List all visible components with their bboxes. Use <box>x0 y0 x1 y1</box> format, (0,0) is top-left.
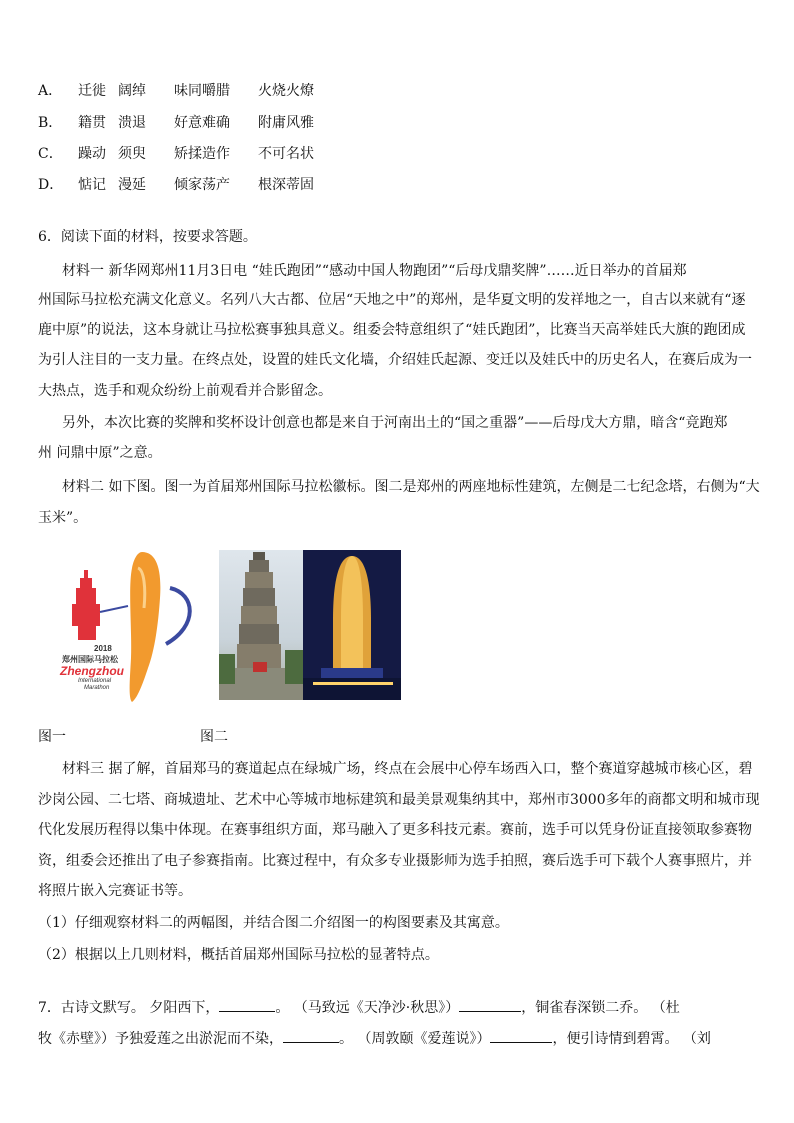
logo-en-name: Zhengzhou <box>60 664 124 678</box>
option-word: 好意难确 <box>174 115 230 131</box>
option-word: 附庸风雅 <box>258 115 314 131</box>
material-1b-line: 另外，本次比赛的奖牌和奖杯设计创意也都是来自于河南出土的“国之重器”——后母戊大方鼎，暗含“竞跑郑 <box>62 415 728 431</box>
material-2-line: 玉米”。 <box>38 510 88 526</box>
marathon-logo-icon <box>58 548 208 708</box>
material-3-line: 代化发展历程得以集中体现。在赛事组织方面，郑马融入了更多科技元素。赛前，选手可以凭身份证直接领取参赛物 <box>38 822 752 838</box>
material-3-line: 沙岗公园、二七塔、商城遗址、艺术中心等城市地标建筑和最美景观集纳其中，郑州市3000多年的商都文明和城市现 <box>38 792 760 808</box>
material-1-line: 材料一 新华网郑州11月3日电 “娃氏跑团”“感动中国人物跑团”“后母戊鼎奖牌”……近日举办的首届郑 <box>62 263 687 279</box>
tower-icon <box>219 550 303 700</box>
material-1-line: 鹿中原”的说法，这本身就让马拉松赛事独具意义。组委会特意组织了“娃氏跑团”，比赛当天高举娃氏大旗的跑团成 <box>38 322 746 338</box>
option-word: 迁徙 <box>78 83 106 99</box>
question-6-title: 6．阅读下面的材料，按要求答题。 <box>38 229 257 245</box>
answer-blank[interactable] <box>219 997 275 1012</box>
q7-text: 。 （周敦颐《爱莲说》） <box>339 1031 491 1047</box>
option-word: 火烧火燎 <box>258 83 314 99</box>
material-1b-line: 州 问鼎中原”之意。 <box>38 445 162 461</box>
sub-question-1: （1）仔细观察材料二的两幅图，并结合图二介绍图一的构图要素及其寓意。 <box>38 915 509 931</box>
answer-blank[interactable] <box>283 1028 339 1043</box>
option-word: 矫揉造作 <box>174 146 230 162</box>
material-2-line: 材料二 如下图。图一为首届郑州国际马拉松徽标。图二是郑州的两座地标性建筑，左侧是二七纪念塔，右侧为“大 <box>62 479 760 495</box>
material-1-line: 大热点，选手和观众纷纷上前观看并合影留念。 <box>38 383 332 399</box>
material-1-line: 为引人注目的一支力量。在终点处，设置的娃氏文化墙，介绍娃氏起源、变迁以及娃氏中的历史名人，在赛后成为一 <box>38 352 752 368</box>
option-word: 漫延 <box>118 177 146 193</box>
logo-year: 2018 <box>94 644 112 653</box>
logo-cn-name: 郑州国际马拉松 <box>62 655 118 664</box>
option-word: 惦记 <box>78 177 106 193</box>
option-word: 溃退 <box>118 115 146 131</box>
big-corn-tower-photo <box>303 550 401 700</box>
material-3-line: 将照片嵌入完赛证书等。 <box>38 883 192 899</box>
option-word: 躁动 <box>78 146 106 162</box>
question-7-line-2 <box>38 1028 711 1049</box>
option-word: 阔绰 <box>118 83 146 99</box>
option-word: 根深蒂固 <box>258 177 314 193</box>
figure-1-caption: 图一 <box>38 729 66 745</box>
q7-text: ，铜雀春深锁二乔。 （杜 <box>521 1000 680 1016</box>
option-label: B． <box>38 115 63 131</box>
material-3-line: 材料三 据了解，首届郑马的赛道起点在绿城广场，终点在会展中心停车场西入口，整个赛道穿越城市核心区，碧 <box>62 761 753 777</box>
option-label: D． <box>38 177 64 193</box>
logo-en-sub1: International <box>78 678 112 684</box>
q7-text: 7．古诗文默写。 夕阳西下， <box>38 1000 220 1016</box>
option-word: 籍贯 <box>78 115 106 131</box>
erqi-tower-photo <box>219 550 303 700</box>
figure-2-caption: 图二 <box>200 729 228 745</box>
answer-blank[interactable] <box>459 997 521 1012</box>
q7-text: ，便引诗情到碧霄。 （刘 <box>552 1031 711 1047</box>
marathon-logo-figure <box>58 548 208 708</box>
corn-tower-icon <box>303 550 401 700</box>
option-word: 倾家荡产 <box>174 177 230 193</box>
sub-question-2: （2）根据以上几则材料，概括首届郑州国际马拉松的显著特点。 <box>38 947 439 963</box>
question-7-line-1 <box>38 997 680 1018</box>
option-word: 须臾 <box>118 146 146 162</box>
q7-text: 。 （马致远《天净沙·秋思》） <box>275 1000 460 1016</box>
option-word: 味同嚼腊 <box>174 83 230 99</box>
material-1-line: 州国际马拉松充满文化意义。名列八大古都、位居“天地之中”的郑州，是华夏文明的发祥地之一，自古以来就有“逐 <box>38 292 746 308</box>
material-3-line: 资，组委会还推出了电子参赛指南。比赛过程中，有众多专业摄影师为选手拍照，赛后选手可下载个人赛事照片，并 <box>38 853 752 869</box>
answer-blank[interactable] <box>490 1028 552 1043</box>
q7-text: 牧《赤壁》）予独爱莲之出淤泥而不染， <box>38 1031 283 1047</box>
option-label: A． <box>38 83 63 99</box>
logo-en-sub2: Marathon <box>84 685 110 691</box>
option-label: C． <box>38 146 63 162</box>
option-word: 不可名状 <box>258 146 314 162</box>
